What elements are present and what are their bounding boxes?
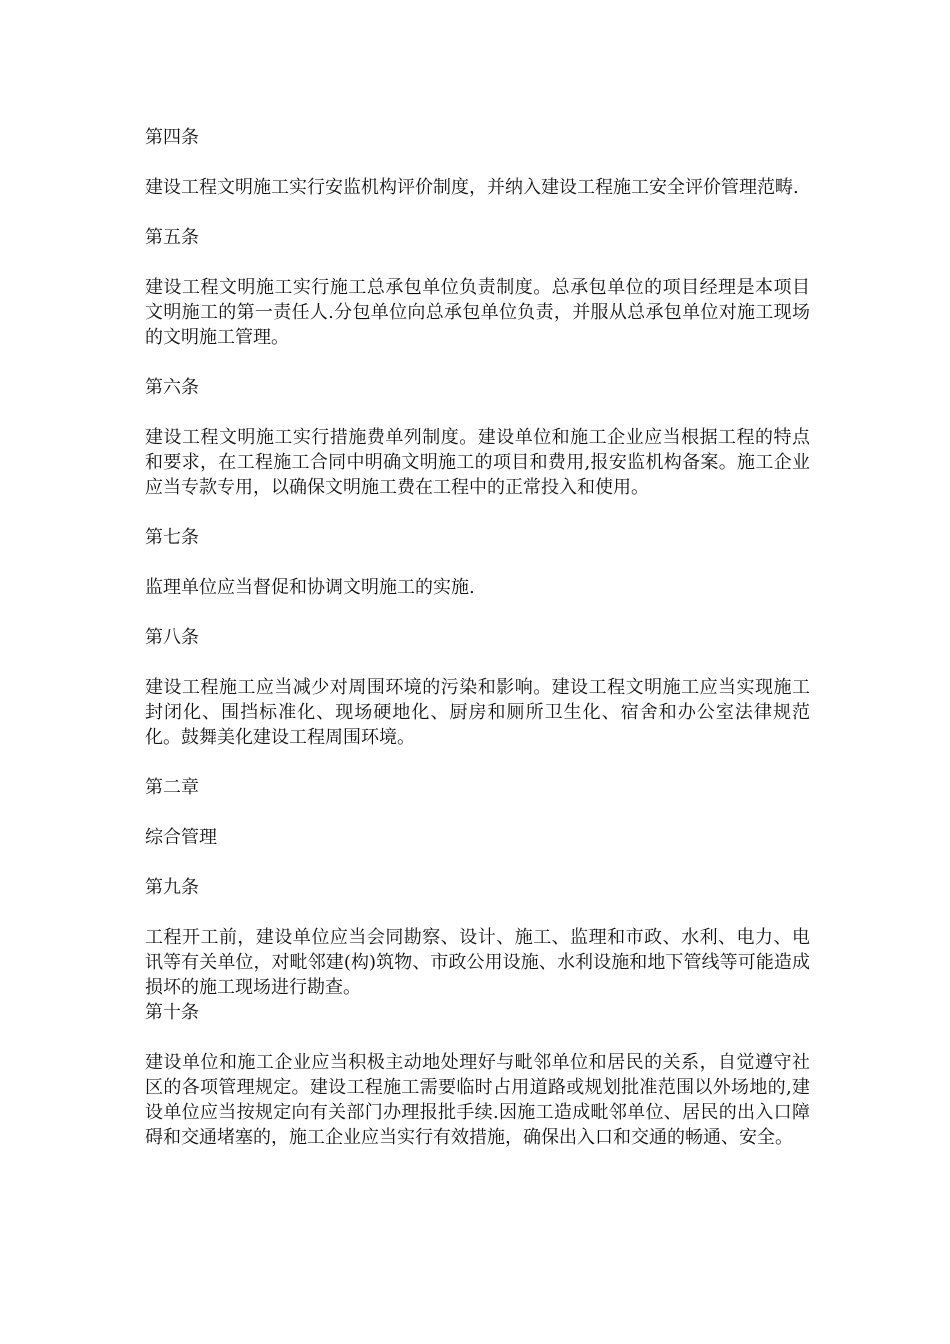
article-8-text: 建设工程施工应当减少对周围环境的污染和影响。建设工程文明施工应当实现施工封闭化、围挡标准化、现场硬地化、厨房和厕所卫生化、宿舍和办公室法律规范化。鼓舞美化建设工程周围环境。 (145, 677, 810, 748)
article-9-heading: 第九条 (145, 877, 199, 898)
article-10-text: 建设单位和施工企业应当积极主动地处理好与毗邻单位和居民的关系，自觉遵守社区的各项管理规定。建设工程施工需要临时占用道路或规划批准范围以外场地的,建设单位应当按规定向有关部门办理报批手续.因施工造成毗邻单位、居民的出入口障碍和交通堵塞的，施工企业应当实行有效措施，确保出入口和交通的畅通、安全。 (145, 1052, 810, 1148)
chapter-2-title: 综合管理 (145, 827, 217, 848)
article-10-heading: 第十条 (145, 1002, 199, 1023)
article-5-heading: 第五条 (145, 227, 199, 248)
article-7-text: 监理单位应当督促和协调文明施工的实施. (145, 577, 475, 598)
article-8-heading: 第八条 (145, 627, 199, 648)
article-6-heading: 第六条 (145, 377, 199, 398)
article-7-heading: 第七条 (145, 527, 199, 548)
article-5-text: 建设工程文明施工实行施工总承包单位负责制度。总承包单位的项目经理是本项目文明施工的第一责任人.分包单位向总承包单位负责，并服从总承包单位对施工现场的文明施工管理。 (145, 277, 810, 348)
chapter-2-heading: 第二章 (145, 777, 199, 798)
document-body (145, 125, 810, 1175)
article-4-text: 建设工程文明施工实行安监机构评价制度，并纳入建设工程施工安全评价管理范畴. (145, 177, 799, 198)
article-4-heading: 第四条 (145, 127, 199, 148)
article-9-text: 工程开工前，建设单位应当会同勘察、设计、施工、监理和市政、水利、电力、电讯等有关单位，对毗邻建(构)筑物、市政公用设施、水利设施和地下管线等可能造成损坏的施工现场进行勘查。 (145, 927, 810, 998)
article-6-text: 建设工程文明施工实行措施费单列制度。建设单位和施工企业应当根据工程的特点和要求，在工程施工合同中明确文明施工的项目和费用,报安监机构备案。施工企业应当专款专用，以确保文明施工费在工程中的正常投入和使用。 (145, 427, 810, 498)
